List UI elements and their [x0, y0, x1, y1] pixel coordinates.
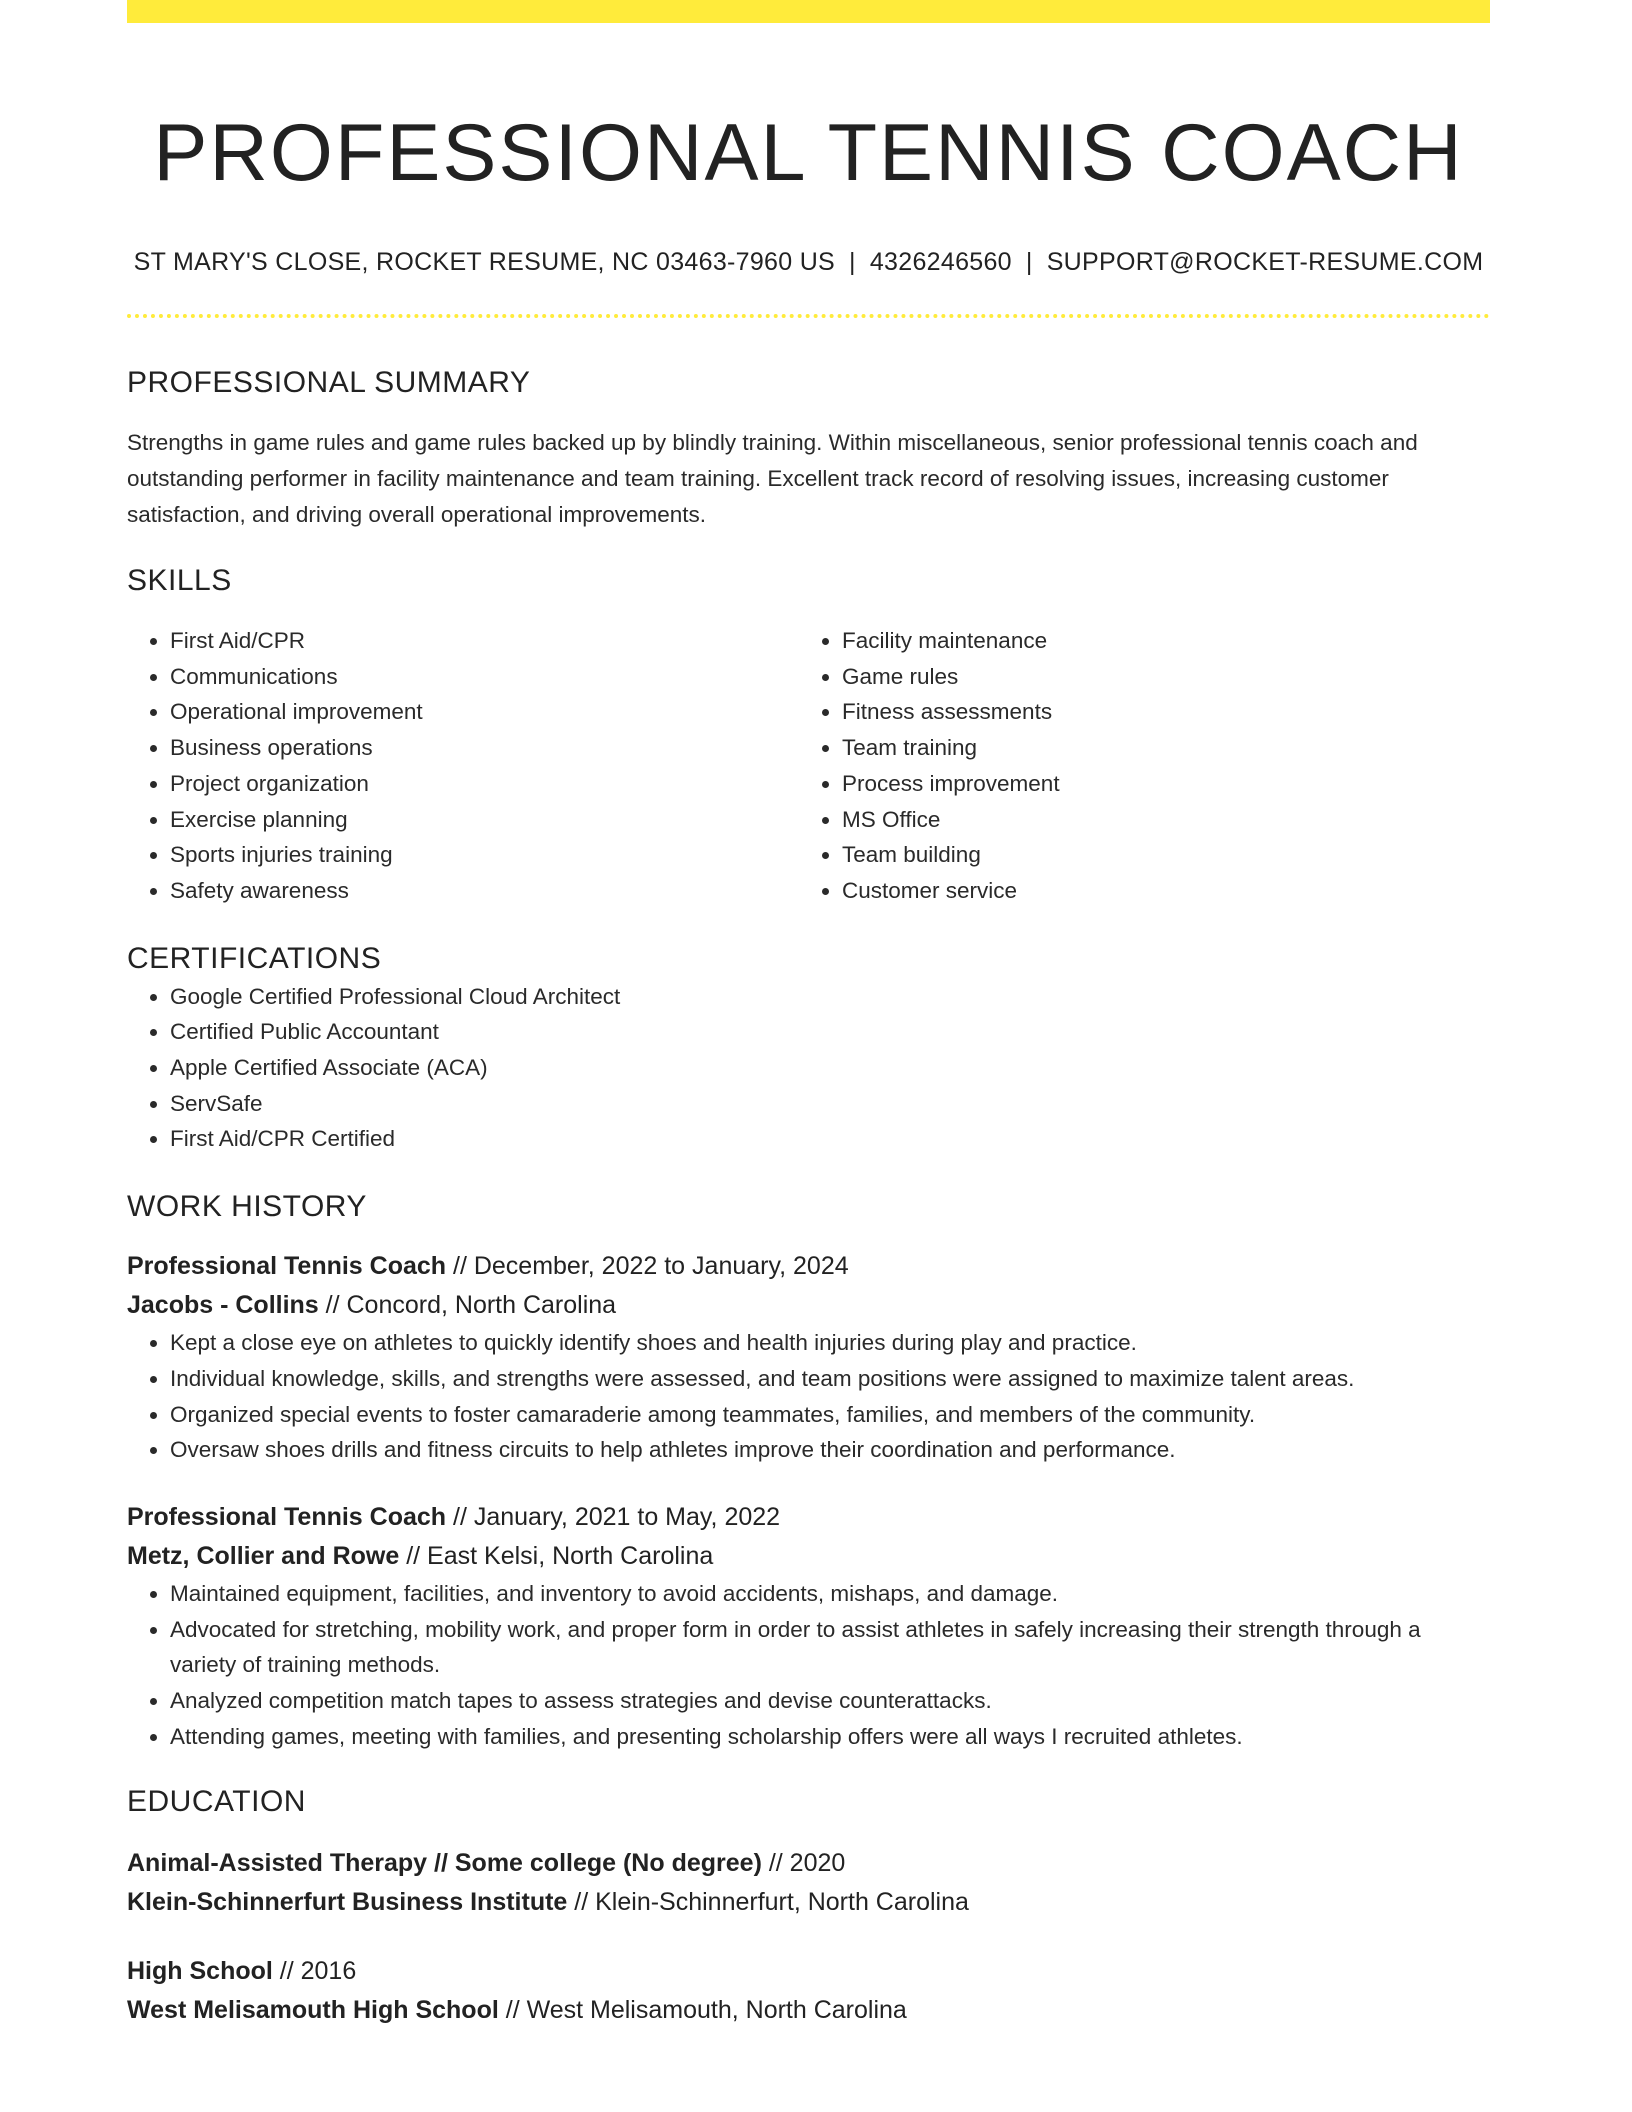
skills-right-list	[799, 623, 1471, 909]
job-entry	[127, 1247, 1490, 1468]
skill-item: • Process improvement	[842, 766, 1471, 802]
job-duty-item: • Individual knowledge, skills, and strengths were assessed, and team positions were assigned to maximize talent areas.	[170, 1361, 1490, 1397]
job-role-line	[127, 1498, 1490, 1537]
resume-name: PROFESSIONAL TENNIS COACH	[153, 108, 1464, 198]
contact-address: ST MARY'S CLOSE, ROCKET RESUME, NC 03463-7960 US	[133, 248, 836, 276]
education-degree-line	[127, 1844, 1490, 1883]
education-degree-line	[127, 1952, 1490, 1991]
certification-item: • Google Certified Professional Cloud Architect	[170, 979, 1490, 1015]
certification-item: • Apple Certified Associate (ACA)	[170, 1050, 1490, 1086]
education-year: // 2016	[272, 1957, 357, 1986]
certifications-heading: CERTIFICATIONS	[127, 941, 382, 975]
contact-email: SUPPORT@ROCKET-RESUME.COM	[1046, 248, 1484, 276]
skills-left-list	[127, 623, 799, 909]
skills-heading: SKILLS	[127, 564, 232, 597]
education-school-line	[127, 1883, 1490, 1922]
education-school: West Melisamouth High School	[127, 1996, 499, 2025]
education-degree: High School	[127, 1957, 273, 1986]
job-duty-item: • Maintained equipment, facilities, and inventory to avoid accidents, mishaps, and damage.	[170, 1576, 1490, 1612]
education-location: // West Melisamouth, North Carolina	[498, 1996, 907, 2025]
job-company: Jacobs - Collins	[127, 1291, 319, 1320]
work-history-heading: WORK HISTORY	[127, 1190, 367, 1224]
certification-item: • Certified Public Accountant	[170, 1014, 1490, 1050]
contact-separator: |	[1025, 248, 1033, 276]
certification-item: • ServSafe	[170, 1086, 1490, 1122]
summary-heading: PROFESSIONAL SUMMARY	[127, 366, 531, 399]
job-duty-item: • Analyzed competition match tapes to assess strategies and devise counterattacks.	[170, 1683, 1490, 1719]
job-role-line	[127, 1247, 1490, 1286]
skill-item: • Exercise planning	[170, 802, 799, 838]
job-duty-item: • Oversaw shoes drills and fitness circuits to help athletes improve their coordination and performance.	[170, 1432, 1490, 1468]
skill-item: • Business operations	[170, 730, 799, 766]
skill-item: • Facility maintenance	[842, 623, 1471, 659]
education-school: Klein-Schinnerfurt Business Institute	[127, 1888, 568, 1917]
skill-item: • Sports injuries training	[170, 837, 799, 873]
job-entry	[127, 1498, 1490, 1755]
certification-item: • First Aid/CPR Certified	[170, 1121, 1490, 1157]
skill-item: • Safety awareness	[170, 873, 799, 909]
contact-phone: 4326246560	[869, 248, 1012, 276]
summary-text: Strengths in game rules and game rules backed up by blindly training. Within miscellaneous, senior professional tennis coach and outstanding performer in facility maintenance and team training. Excellent track record of resolving issues, increasing customer satisfaction, and driving overall operational improvements.	[127, 430, 1418, 527]
resume-content	[127, 0, 1490, 2030]
skill-item: • Project organization	[170, 766, 799, 802]
skill-item: • MS Office	[842, 802, 1471, 838]
job-company: Metz, Collier and Rowe	[127, 1541, 400, 1570]
job-duty-item: • Attending games, meeting with families, and presenting scholarship offers were all ways I recruited athletes.	[170, 1719, 1490, 1755]
skill-item: • Operational improvement	[170, 694, 799, 730]
education-heading: EDUCATION	[127, 1785, 306, 1819]
certifications-list	[127, 979, 1490, 1158]
header-divider	[127, 314, 1490, 318]
education-entry	[127, 1952, 1490, 2030]
education-entry	[127, 1844, 1490, 1922]
job-dates: // December, 2022 to January, 2024	[446, 1252, 849, 1281]
skill-item: • Game rules	[842, 659, 1471, 695]
job-location: // Concord, North Carolina	[318, 1291, 617, 1320]
contact-line	[127, 245, 1490, 279]
skill-item: • Fitness assessments	[842, 694, 1471, 730]
job-duty-item: • Organized special events to foster camaraderie among teammates, families, and members of the community.	[170, 1397, 1490, 1433]
job-location: // East Kelsi, North Carolina	[399, 1541, 714, 1570]
skill-item: • Team training	[842, 730, 1471, 766]
skill-item: • Team building	[842, 837, 1471, 873]
job-role: Professional Tennis Coach	[127, 1502, 447, 1531]
education-year: // 2020	[761, 1849, 846, 1878]
top-accent-bar	[127, 0, 1490, 23]
education-degree: Animal-Assisted Therapy // Some college (No degree)	[127, 1849, 762, 1878]
job-duty-item: • Advocated for stretching, mobility work, and proper form in order to assist athletes in safely increasing their strength through a variety of training methods.	[170, 1612, 1490, 1683]
job-duties-list	[127, 1325, 1490, 1468]
job-company-line	[127, 1537, 1490, 1576]
skill-item: • Customer service	[842, 873, 1471, 909]
job-duty-item: • Kept a close eye on athletes to quickly identify shoes and health injuries during play and practice.	[170, 1325, 1490, 1361]
job-dates: // January, 2021 to May, 2022	[446, 1502, 781, 1531]
skills-grid	[127, 623, 1490, 909]
contact-separator: |	[849, 248, 856, 276]
job-role: Professional Tennis Coach	[127, 1252, 447, 1281]
education-location: // Klein-Schinnerfurt, North Carolina	[567, 1888, 969, 1917]
job-company-line	[127, 1286, 1490, 1325]
education-school-line	[127, 1991, 1490, 2030]
job-duties-list	[127, 1576, 1490, 1755]
skill-item: • Communications	[170, 659, 799, 695]
skill-item: • First Aid/CPR	[170, 623, 799, 659]
